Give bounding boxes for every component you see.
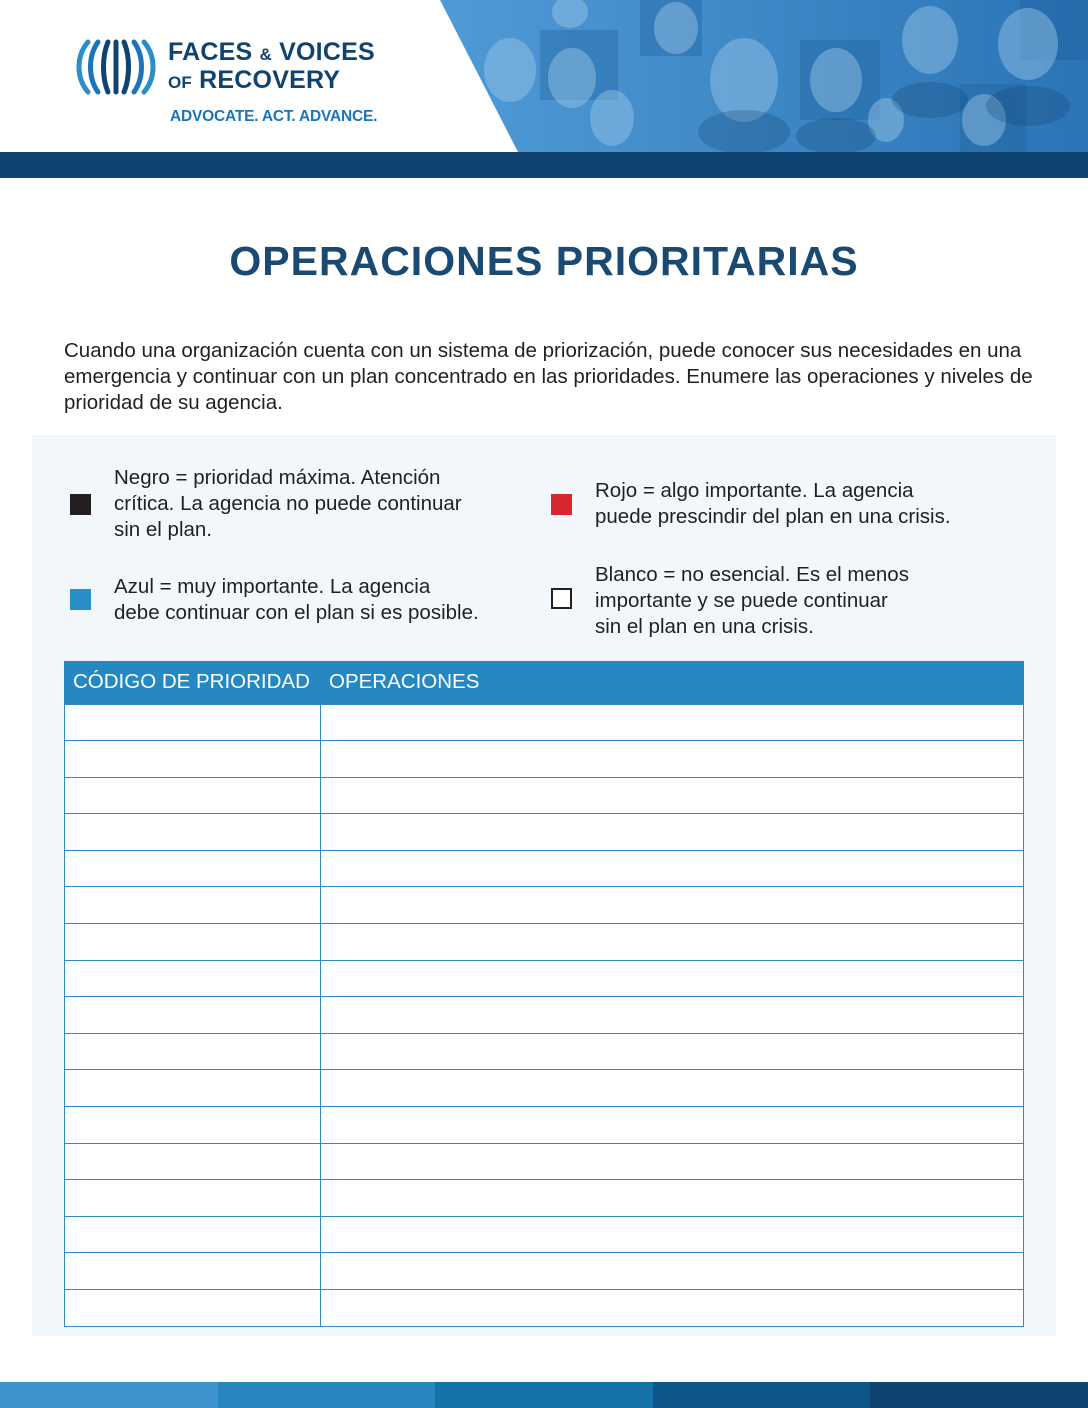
operation-cell[interactable]: [321, 704, 1024, 741]
priority-code-cell[interactable]: [65, 1107, 321, 1144]
operation-cell[interactable]: [321, 960, 1024, 997]
priority-code-cell[interactable]: [65, 1216, 321, 1253]
table-row: [65, 1070, 1024, 1107]
intro-paragraph: Cuando una organización cuenta con un sistema de priorización, puede conocer sus necesidades en una emergencia y continuar con un plan concentrado en las prioridades. Enumere las operaciones y niveles de prioridad de su agencia.: [64, 339, 1033, 414]
table-header-row: [65, 661, 1024, 704]
priority-code-cell[interactable]: [65, 704, 321, 741]
footer-color-bar: [0, 1382, 1088, 1408]
legend-blue: [70, 574, 530, 628]
table-row: [65, 704, 1024, 741]
priority-code-cell[interactable]: [65, 1143, 321, 1180]
operation-cell[interactable]: [321, 814, 1024, 851]
operation-cell[interactable]: [321, 1070, 1024, 1107]
vertical-stripes-logo-icon: [72, 38, 160, 96]
legend-black-text: Negro = prioridad máxima. Atención crítica. La agencia no puede continuar sin el plan.: [114, 466, 462, 541]
operation-cell[interactable]: [321, 850, 1024, 887]
priority-code-cell[interactable]: [65, 1070, 321, 1107]
table-row: [65, 997, 1024, 1034]
brand-logo: [72, 36, 392, 131]
table-row: [65, 1143, 1024, 1180]
priority-code-cell[interactable]: [65, 960, 321, 997]
operation-cell[interactable]: [321, 887, 1024, 924]
priority-code-cell[interactable]: [65, 777, 321, 814]
footer-segment-4: [653, 1382, 871, 1408]
table-row: [65, 1033, 1024, 1070]
table-body: [65, 704, 1024, 1326]
red-swatch-icon: [551, 494, 572, 515]
table-row: [65, 1180, 1024, 1217]
header-navy-bar: [0, 152, 1088, 178]
priority-code-cell[interactable]: [65, 1290, 321, 1327]
priority-code-cell[interactable]: [65, 1180, 321, 1217]
white-swatch-icon: [551, 588, 572, 609]
table-row: [65, 741, 1024, 778]
legend-blue-text: Azul = muy importante. La agencia debe continuar con el plan si es posible.: [114, 575, 479, 624]
legend-white: [551, 562, 1011, 642]
legend-red-text: Rojo = algo importante. La agencia puede prescindir del plan en una crisis.: [595, 479, 951, 528]
black-swatch-icon: [70, 494, 91, 515]
footer-segment-3: [435, 1382, 653, 1408]
operation-cell[interactable]: [321, 1033, 1024, 1070]
table-row: [65, 1107, 1024, 1144]
operations-table: [64, 661, 1024, 1327]
table-row: [65, 924, 1024, 961]
priority-code-cell[interactable]: [65, 1253, 321, 1290]
operation-cell[interactable]: [321, 741, 1024, 778]
table-row: [65, 1216, 1024, 1253]
operation-cell[interactable]: [321, 1253, 1024, 1290]
operation-cell[interactable]: [321, 1290, 1024, 1327]
header-priority-code: CÓDIGO DE PRIORIDAD: [65, 661, 321, 704]
operation-cell[interactable]: [321, 924, 1024, 961]
brand-name-line1: FACES & VOICES: [168, 38, 375, 66]
footer-segment-5: [870, 1382, 1088, 1408]
priority-code-cell[interactable]: [65, 924, 321, 961]
operation-cell[interactable]: [321, 777, 1024, 814]
header: [0, 0, 1088, 178]
operation-cell[interactable]: [321, 997, 1024, 1034]
legend-white-text: Blanco = no esencial. Es el menos importante y se puede continuar sin el plan en una crisis.: [595, 563, 909, 638]
operation-cell[interactable]: [321, 1143, 1024, 1180]
table-row: [65, 887, 1024, 924]
priority-code-cell[interactable]: [65, 997, 321, 1034]
operation-cell[interactable]: [321, 1216, 1024, 1253]
header-operations: OPERACIONES: [321, 661, 1024, 704]
priority-code-cell[interactable]: [65, 1033, 321, 1070]
priority-code-cell[interactable]: [65, 741, 321, 778]
operation-cell[interactable]: [321, 1180, 1024, 1217]
table-row: [65, 850, 1024, 887]
priority-code-cell[interactable]: [65, 887, 321, 924]
blue-swatch-icon: [70, 589, 91, 610]
footer-segment-2: [218, 1382, 436, 1408]
operation-cell[interactable]: [321, 1107, 1024, 1144]
table-row: [65, 777, 1024, 814]
legend-red: [551, 478, 1011, 532]
table-row: [65, 1253, 1024, 1290]
priority-code-cell[interactable]: [65, 814, 321, 851]
brand-tagline: ADVOCATE. ACT. ADVANCE.: [170, 108, 378, 125]
legend-black: [70, 465, 530, 545]
priority-code-cell[interactable]: [65, 850, 321, 887]
brand-name-line2: OF RECOVERY: [168, 66, 341, 94]
footer-segment-1: [0, 1382, 218, 1408]
page-title: OPERACIONES PRIORITARIAS: [229, 238, 859, 284]
table-row: [65, 960, 1024, 997]
table-row: [65, 814, 1024, 851]
table-row: [65, 1290, 1024, 1327]
